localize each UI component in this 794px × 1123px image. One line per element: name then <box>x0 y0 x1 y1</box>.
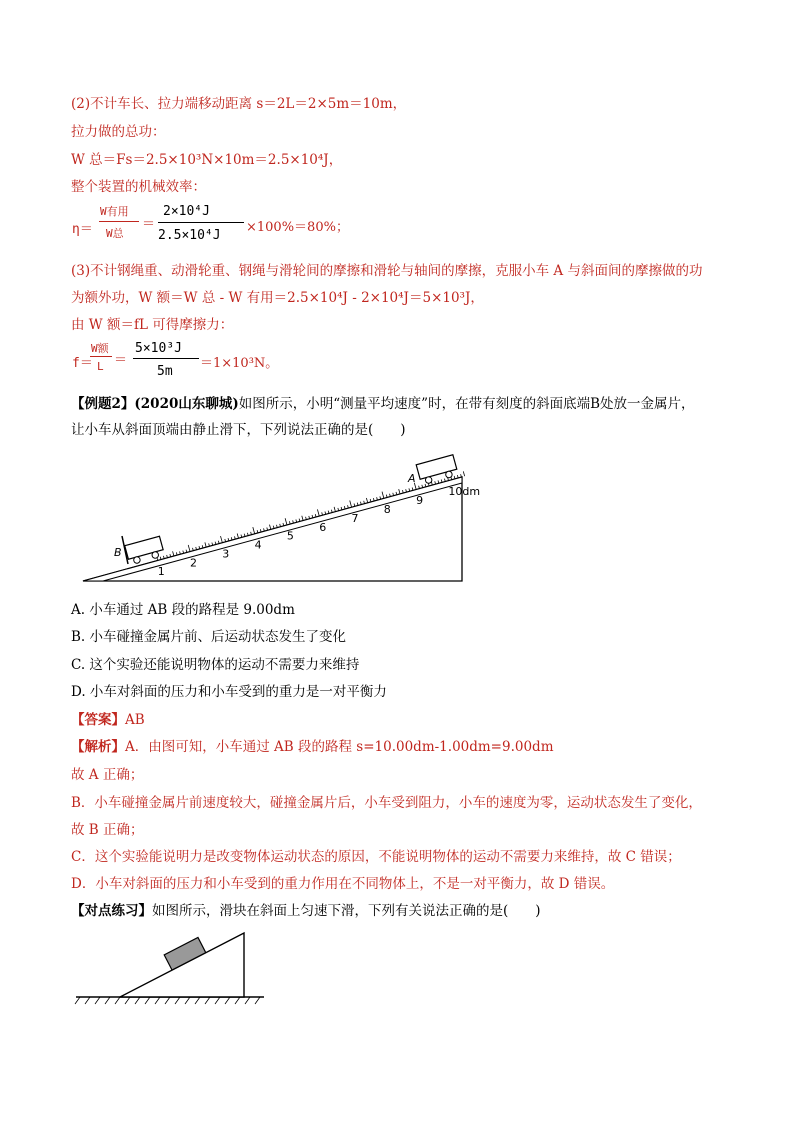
analysis-a1-text: A．由图可知，小车通过 AB 段的路程 s=10.00dm-1.00dm=9.00dm <box>125 739 554 755</box>
ruler-tick <box>302 516 303 521</box>
ruler-tick <box>350 501 352 508</box>
ruler-label: 2 <box>189 556 197 570</box>
ruler-tick <box>386 495 387 498</box>
friction-formula-label: 由 W 额＝fL 可得摩擦力： <box>71 317 234 333</box>
analysis-b2: 故 B 正确； <box>71 822 144 838</box>
answer-line <box>71 710 145 730</box>
f-result: ＝1×10³N。 <box>200 356 279 371</box>
ruler-tick <box>393 493 394 496</box>
ruler-label: 5 <box>286 529 294 543</box>
answer-value: AB <box>125 712 145 728</box>
ruler-tick <box>205 542 206 547</box>
analysis-tag: 【解析】 <box>71 739 125 755</box>
ruler-tick <box>402 490 403 493</box>
ruler-tick <box>463 471 464 476</box>
ruler-tick <box>396 492 397 495</box>
practice-text: 如图所示，滑块在斜面上匀速下滑，下列有关说法正确的是( ) <box>152 903 541 919</box>
example2-line1 <box>71 394 695 414</box>
eta-numerator: W有用 <box>100 205 129 218</box>
ruler-tick <box>461 474 462 477</box>
analysis-c1: C．这个实验能说明力是改变物体运动状态的原因，不能说明物体的运动不需要力来维持，故 C 错误； <box>71 849 681 865</box>
fraction-bar <box>99 221 139 222</box>
ruler-tick <box>237 534 238 539</box>
example2-line2: 让小车从斜面顶端由静止滑下，下列说法正确的是( ) <box>71 422 406 438</box>
ruler-tick <box>438 480 439 483</box>
eta-result: ×100%＝80%； <box>246 220 349 235</box>
ruler-tick <box>173 551 174 556</box>
ruler-tick <box>419 486 420 489</box>
f-symbol: f＝ <box>72 356 93 371</box>
ruler-tick <box>285 518 287 525</box>
ruler-tick <box>435 481 436 484</box>
ruler-tick <box>425 484 426 487</box>
ruler-tick <box>399 489 400 494</box>
ruler-tick <box>406 489 407 492</box>
ruler-tick <box>444 479 445 482</box>
equals-sign: ＝ <box>142 217 156 232</box>
ruler-label: 7 <box>351 511 359 525</box>
ruler-tick <box>412 487 413 490</box>
ruler-label: 4 <box>254 538 262 552</box>
f-numerator: W额 <box>91 342 109 355</box>
ruler-tick <box>409 488 410 491</box>
analysis-b1: B．小车碰撞金属片前速度较大，碰撞金属片后，小车受到阻力，小车的速度为零，运动状态发生了变化， <box>71 795 702 811</box>
ground-hatching <box>75 997 260 1004</box>
option-b: B. 小车碰撞金属片前、后运动状态发生了变化 <box>71 629 347 645</box>
fraction-bar <box>158 222 244 223</box>
eta-symbol: η＝ <box>72 222 93 237</box>
answer-tag: 【答案】 <box>71 712 125 728</box>
analysis-a2: 故 A 正确； <box>71 767 144 783</box>
example2-source: (2020山东聊城) <box>134 396 239 412</box>
analysis-d1: D．小车对斜面的压力和小车受到的重力作用在不同物体上，不是一对平衡力，故 D 错误。 <box>71 876 615 892</box>
f-numerator-value: 5×10³J <box>135 341 182 356</box>
option-c: C. 这个实验还能说明物体的运动不需要力来维持 <box>71 657 360 673</box>
ruler-tick <box>188 545 190 552</box>
slider-incline-diagram <box>72 925 272 1007</box>
solution-step3-line1: (3)不计钢绳重、动滑轮重、钢绳与滑轮间的摩擦和滑轮与轴间的摩擦，克服小车 A 与斜面间的摩擦做的功 <box>71 263 703 279</box>
eta-denominator-value: 2.5×10⁴J <box>158 228 221 243</box>
ruler-tick <box>270 525 271 530</box>
eta-numerator-value: 2×10⁴J <box>163 204 210 219</box>
analysis-a1 <box>71 737 554 757</box>
ruler-tick <box>221 536 223 543</box>
ruler-tick <box>390 494 391 497</box>
label-b: B <box>114 546 122 559</box>
fraction-bar <box>133 358 199 359</box>
example2-text-a: 如图所示，小明“测量平均速度”时，在带有刻度的斜面底端B处放一金属片， <box>238 396 695 412</box>
ruler-tick <box>334 507 335 512</box>
ruler-tick <box>441 479 442 482</box>
eta-denominator: W总 <box>106 227 124 240</box>
equals-sign: ＝ <box>114 353 128 368</box>
ruler-tick <box>366 498 367 503</box>
option-d: D. 小车对斜面的压力和小车受到的重力是一对平衡力 <box>71 684 387 700</box>
ruler-tick <box>317 509 319 516</box>
incline-ruler-diagram <box>78 452 481 588</box>
ruler-label: 8 <box>383 502 391 516</box>
option-a: A. 小车通过 AB 段的路程是 9.00dm <box>71 602 295 618</box>
label-a: A <box>408 472 416 485</box>
ruler-label: 10dm <box>448 485 481 499</box>
f-denominator: L <box>97 360 104 373</box>
ruler-tick <box>382 492 384 499</box>
solution-step2: (2)不计车长、拉力端移动距离 s＝2L＝2×5m＝10m， <box>71 96 407 112</box>
ruler-tick <box>422 485 423 488</box>
practice-line <box>71 901 541 921</box>
f-denominator-value: 5m <box>157 364 173 379</box>
ruler-label: 9 <box>416 494 424 508</box>
practice-tag: 【对点练习】 <box>71 903 152 919</box>
example2-tag: 【例题2】 <box>71 396 135 412</box>
fraction-bar <box>90 356 112 357</box>
solution-step3-line2: 为额外功，W 额＝W 总 - W 有用＝2.5×10⁴J - 2×10⁴J＝5×10³J， <box>71 290 484 306</box>
ruler-tick <box>253 527 255 534</box>
ruler-tick <box>457 475 458 478</box>
ruler-label: 1 <box>157 565 165 579</box>
ruler-tick <box>454 476 455 479</box>
efficiency-label: 整个装置的机械效率： <box>71 179 206 195</box>
total-work-label: 拉力做的总功： <box>71 124 166 140</box>
ruler-label: 6 <box>319 520 327 534</box>
ruler-label: 3 <box>222 547 230 561</box>
total-work-equation: W 总＝Fs＝2.5×10³N×10m＝2.5×10⁴J， <box>71 152 343 168</box>
